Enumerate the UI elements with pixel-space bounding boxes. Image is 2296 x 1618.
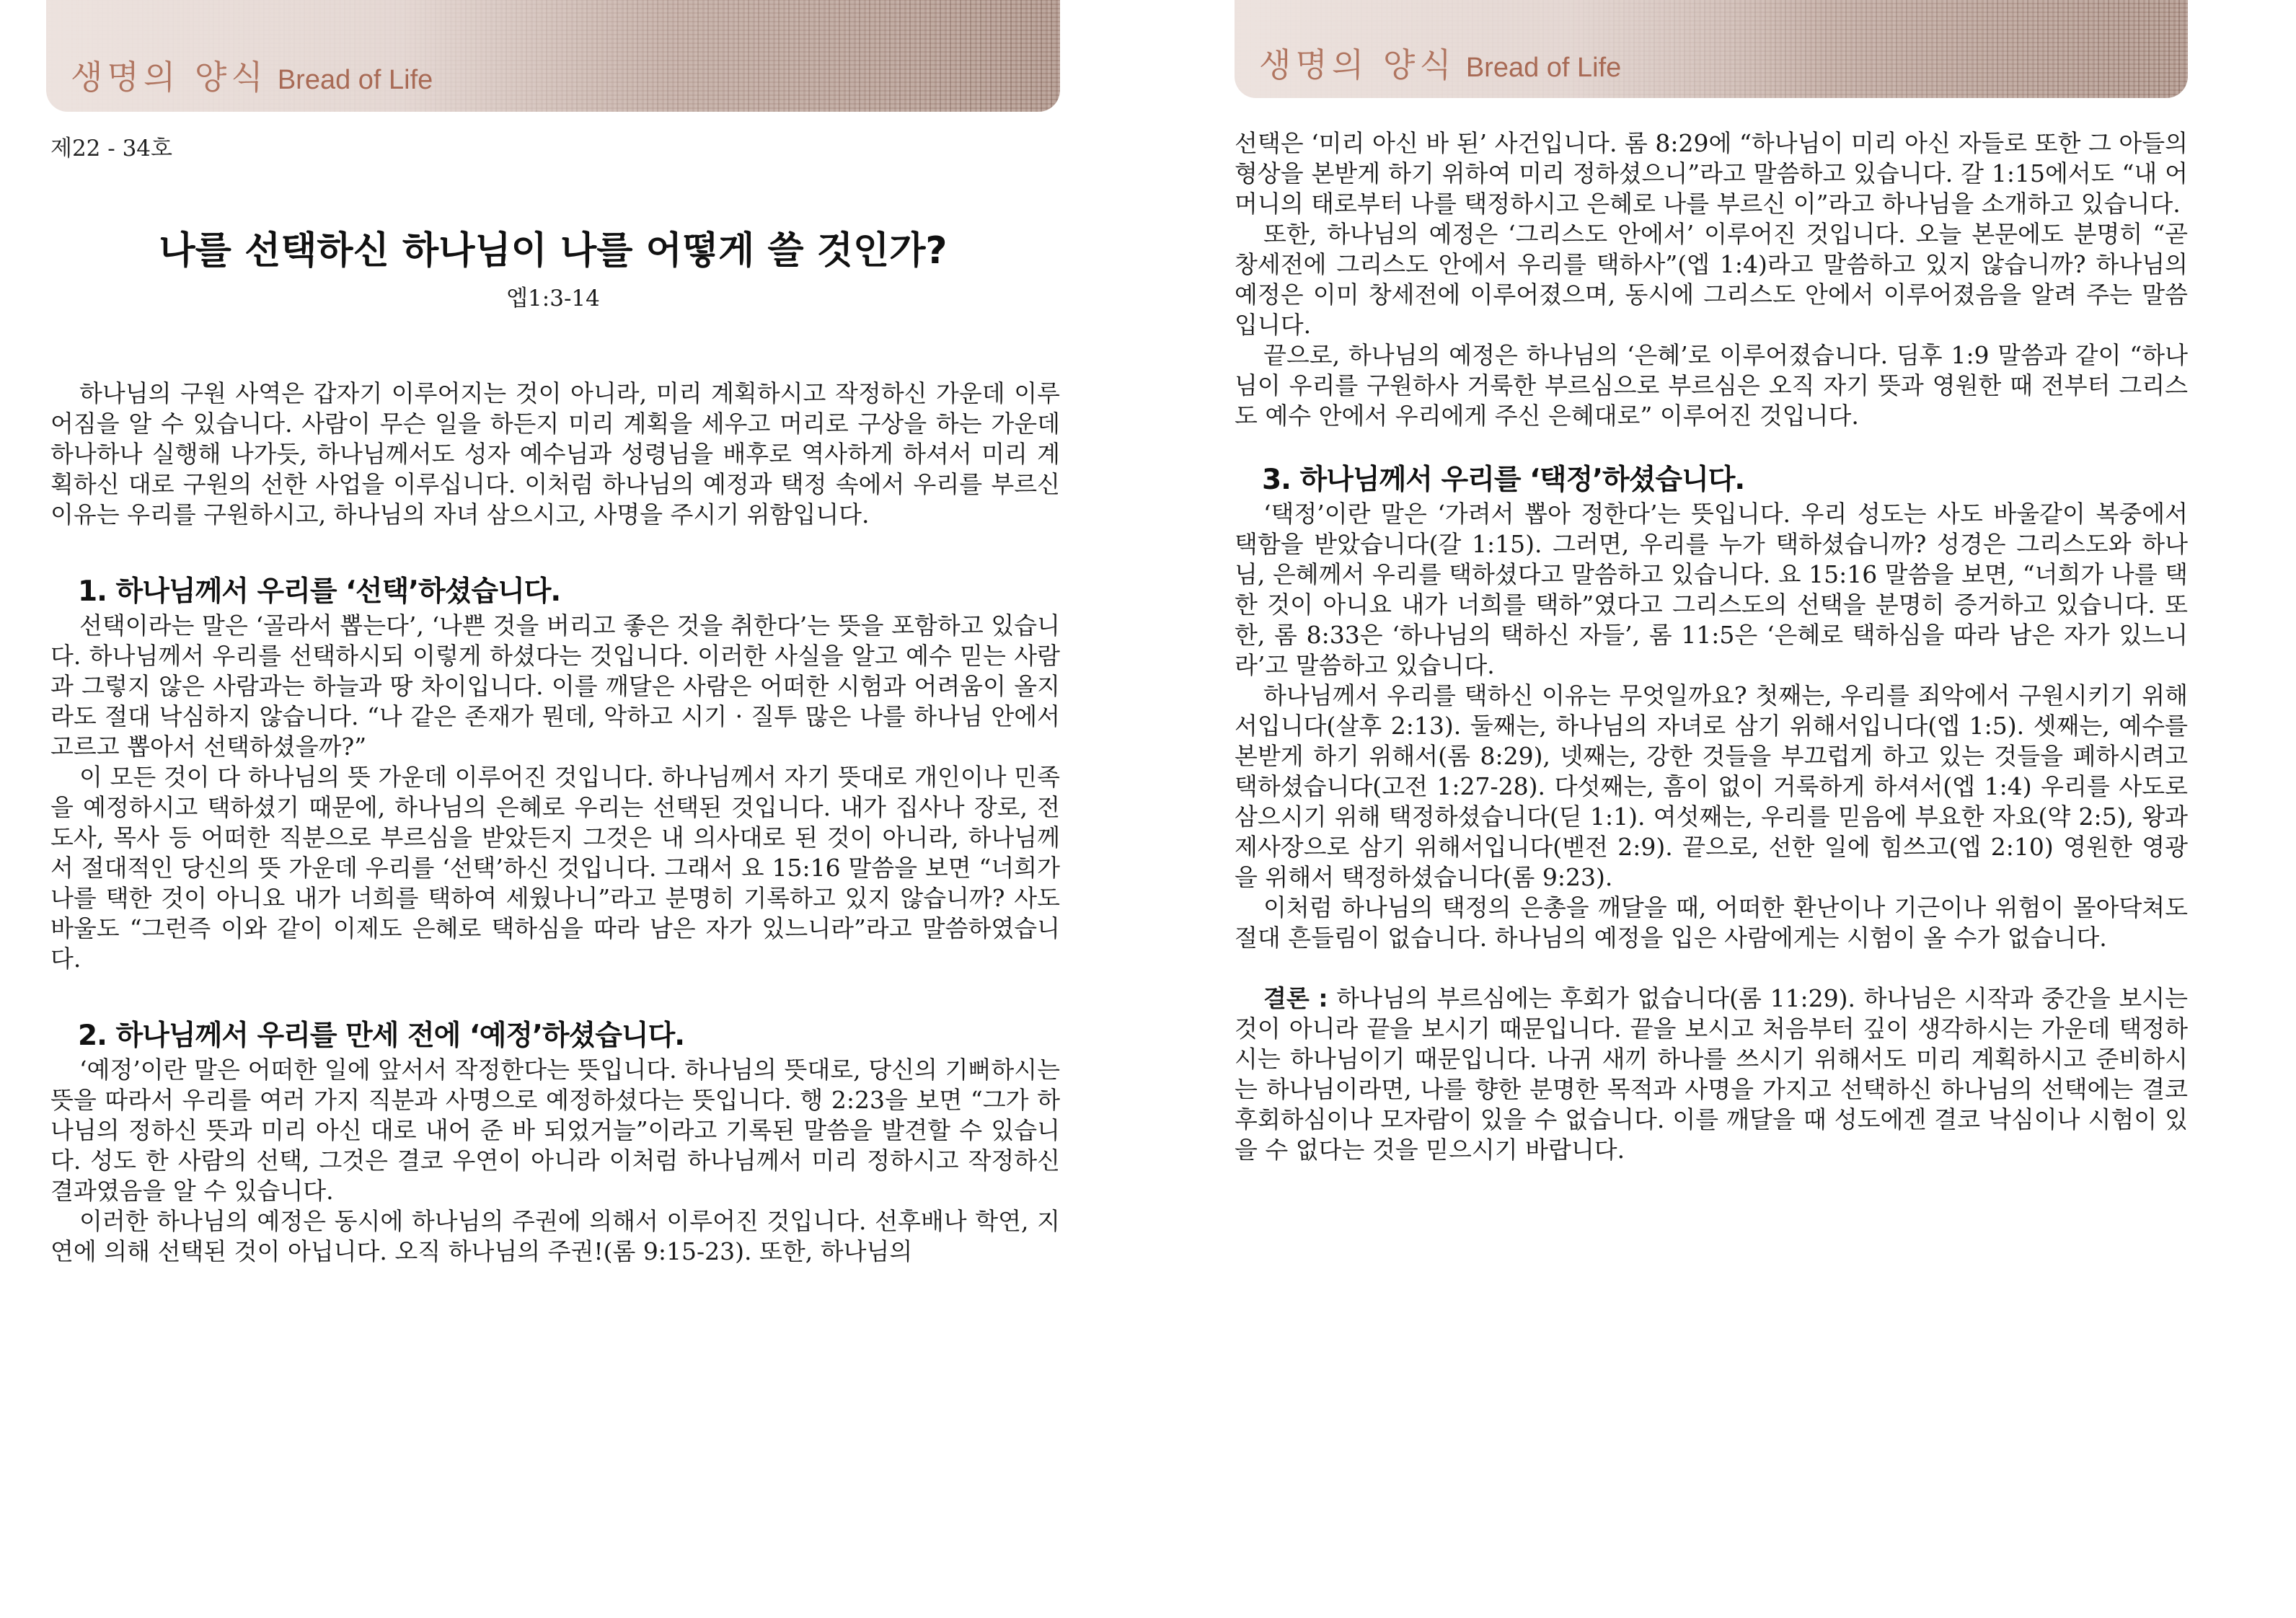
section-3-paragraph-3: 이처럼 하나님의 택정의 은총을 깨달을 때, 어떠한 환난이나 기근이나 위험이 몰아닥쳐도 절대 흔들림이 없습니다. 하나님의 예정을 입은 사람에게는 시험이 올 수가 없습니다. [1235, 893, 2188, 952]
conclusion-label: 결론 : [1263, 984, 1328, 1012]
scripture-reference: 엡1:3-14 [506, 286, 600, 311]
section-3-paragraph-1: ‘택정’이란 말은 ‘가려서 뽑아 정한다’는 뜻입니다. 우리 성도는 사도 바울같이 복중에서 택함을 받았습니다(갈 1:15). 그러면, 우리를 누가 택하셨습니까? 성경은 그리스도와 하나님, 은혜께서 우리를 택하셨다고 말씀하고 있습니다. 요 15:16 말씀을 보면, “너희가 나를 택한 것이 아니요 내가 너희를 택하”였다고 그리스도의 선택을 분명히 증거하고 있습니다. 또한, 롬 8:33은 ‘하나님의 택하신 자들’, 롬 11:5은 ‘은혜로 택하심을 따라 남은 자가 있느니라’고 말씀하고 있습니다. [1235, 500, 2188, 679]
intro-paragraph: 하나님의 구원 사역은 갑자기 이루어지는 것이 아니라, 미리 계획하시고 작정하신 가운데 이루어짐을 알 수 있습니다. 사람이 무슨 일을 하든지 미리 계획을 세우고 머리로 구상을 하는 가운데 하나하나 실행해 나가듯, 하나님께서도 성자 예수님과 성령님을 배후로 역사하게 하셔서 미리 계획하신 대로 구원의 선한 사업을 이루십니다. 이처럼 하나님의 예정과 택정 속에서 우리를 부르신 이유는 우리를 구원하시고, 하나님의 자녀 삼으시고, 사명을 주시기 위함입니다. [50, 379, 1060, 529]
predestination-by-grace-paragraph: 끝으로, 하나님의 예정은 하나님의 ‘은혜’로 이루어졌습니다. 딤후 1:9 말씀과 같이 “하나님이 우리를 구원하사 거룩한 부르심으로 부르심은 오직 자기 뜻과 영원한 때 전부터 그리스도 예수 안에서 우리에게 주신 은혜대로” 이루어진 것입니다. [1235, 341, 2188, 430]
sermon-title: 나를 선택하신 하나님이 나를 어떻게 쓸 것인가? [159, 229, 948, 273]
section-2-paragraph-1: ‘예정’이란 말은 어떠한 일에 앞서서 작정한다는 뜻입니다. 하나님의 뜻대로, 당신의 기뻐하시는 뜻을 따라서 우리를 여러 가지 직분과 사명으로 예정하셨다는 뜻입니다. 행 2:23을 보면 “그가 하나님의 정하신 뜻과 미리 아신 대로 내어 준 바 되었거늘”이라고 기록된 말씀을 발견할 수 있습니다. 성도 한 사람의 선택, 그것은 결코 우연이 아니라 이처럼 하나님께서 미리 정하시고 작정하신 결과였음을 알 수 있습니다. [50, 1056, 1060, 1205]
predestination-in-christ-paragraph: 또한, 하나님의 예정은 ‘그리스도 안에서’ 이루어진 것입니다. 오늘 본문에도 분명히 “곧 창세전에 그리스도 안에서 우리를 택하사”(엡 1:4)라고 말씀하고 있지 않습니까? 하나님의 예정은 이미 창세전에 이루어졌으며, 동시에 그리스도 안에서 이루어졌음을 알려 주는 말씀입니다. [1235, 220, 2188, 339]
section-3-paragraph-2: 하나님께서 우리를 택하신 이유는 무엇일까요? 첫째는, 우리를 죄악에서 구원시키기 위해서입니다(살후 2:13). 둘째는, 하나님의 자녀로 삼기 위해서입니다(엡 1:5). 셋째는, 예수를 본받게 하기 위해서(롬 8:29), 넷째는, 강한 것들을 부끄럽게 하고 있는 것들을 폐하시려고 택하셨습니다(고전 1:27-28). 다섯째는, 흠이 없이 거룩하게 하셔서(엡 1:4) 우리를 사도로 삼으시기 위해 택정하셨습니다(딛 1:1). 여섯째는, 우리를 믿음에 부요한 자요(약 2:5), 왕과 제사장으로 삼기 위해서입니다(벧전 2:9). 끝으로, 선한 일에 힘쓰고(엡 2:10) 영원한 영광을 위해서 택정하셨습니다(롬 9:23). [1235, 681, 2188, 891]
issue-number: 제22 - 34호 [50, 136, 172, 162]
right-page [1148, 0, 2296, 1618]
banner-title-korean: 생명의 양식 [1259, 45, 1456, 84]
conclusion-text: 하나님의 부르심에는 후회가 없습니다(롬 11:29). 하나님은 시작과 중간을 보시는 것이 아니라 끝을 보시기 때문입니다. 끝을 보시고 처음부터 깊이 생각하시는 가운데 택정하시는 하나님이기 때문입니다. 나귀 새끼 하나를 쓰시기 위해서도 미리 계획하시고 준비하시는 하나님이라면, 나를 향한 분명한 목적과 사명을 가지고 선택하신 하나님의 선택에는 결코 후회하심이나 모자람이 있을 수 없습니다. 이를 깨달을 때 성도에겐 결코 낙심이나 시험이 있을 수 없다는 것을 믿으시기 바랍니다. [1235, 984, 2188, 1164]
conclusion-paragraph [1235, 983, 2188, 1165]
section-1-paragraph-1: 선택이라는 말은 ‘골라서 뽑는다’, ‘나쁜 것을 버리고 좋은 것을 취한다’는 뜻을 포함하고 있습니다. 하나님께서 우리를 선택하시되 이렇게 하셨다는 것입니다. 이러한 사실을 알고 예수 믿는 사람과 그렇지 않은 사람과는 하늘과 땅 차이입니다. 이를 깨달은 사람은 어떠한 시험과 어려움이 올지라도 절대 낙심하지 않습니다. “나 같은 존재가 뭔데, 악하고 시기 · 질투 많은 나를 하나님 안에서 고르고 뽑아서 선택하셨을까?” [50, 611, 1060, 761]
section-1-paragraph-2: 이 모든 것이 다 하나님의 뜻 가운데 이루어진 것입니다. 하나님께서 자기 뜻대로 개인이나 민족을 예정하시고 택하셨기 때문에, 하나님의 은혜로 우리는 선택된 것입니다. 내가 집사나 장로, 전도사, 목사 등 어떠한 직분으로 부르심을 받았든지 그것은 내 의사대로 된 것이 아니라, 하나님께서 절대적인 당신의 뜻 가운데 우리를 ‘선택’하신 것입니다. 그래서 요 15:16 말씀을 보면 “너희가 나를 택한 것이 아니요 내가 너희를 택하여 세웠나니”라고 분명히 기록하고 있지 않습니까? 사도 바울도 “그런즉 이와 같이 이제도 은혜로 택하심을 따라 남은 자가 있느니라”라고 말씀하였습니다. [50, 763, 1060, 973]
right-column [1235, 128, 2188, 1165]
banner-title [71, 51, 433, 99]
continuation-paragraph: 선택은 ‘미리 아신 바 된’ 사건입니다. 롬 8:29에 “하나님이 미리 아신 자들로 또한 그 아들의 형상을 본받게 하기 위하여 미리 정하셨으니”라고 말씀하고 있습니다. 갈 1:15에서도 “내 어머니의 태로부터 나를 택정하시고 은혜로 나를 부르신 이”라고 하나님을 소개하고 있습니다. [1235, 129, 2188, 218]
banner-subtitle: Bread of Life [1465, 53, 1622, 83]
section-3-heading: 3. 하나님께서 우리를 ‘택정’하셨습니다. [1262, 464, 1745, 496]
banner-title [1259, 39, 1621, 87]
banner-subtitle: Bread of Life [277, 65, 433, 95]
header-banner [46, 0, 1060, 112]
section-2-heading: 2. 하나님께서 우리를 만세 전에 ‘예정’하셨습니다. [78, 1020, 685, 1052]
section-2-paragraph-2: 이러한 하나님의 예정은 동시에 하나님의 주권에 의해서 이루어진 것입니다. 선후배나 학연, 지연에 의해 선택된 것이 아닙니다. 오직 하나님의 주권!(롬 9:15-23). 또한, 하나님의 [50, 1207, 1060, 1265]
banner-title-korean: 생명의 양식 [71, 58, 268, 97]
header-banner [1235, 0, 2188, 98]
section-1-heading: 1. 하나님께서 우리를 ‘선택’하셨습니다. [78, 575, 561, 608]
left-column [50, 379, 1060, 1267]
